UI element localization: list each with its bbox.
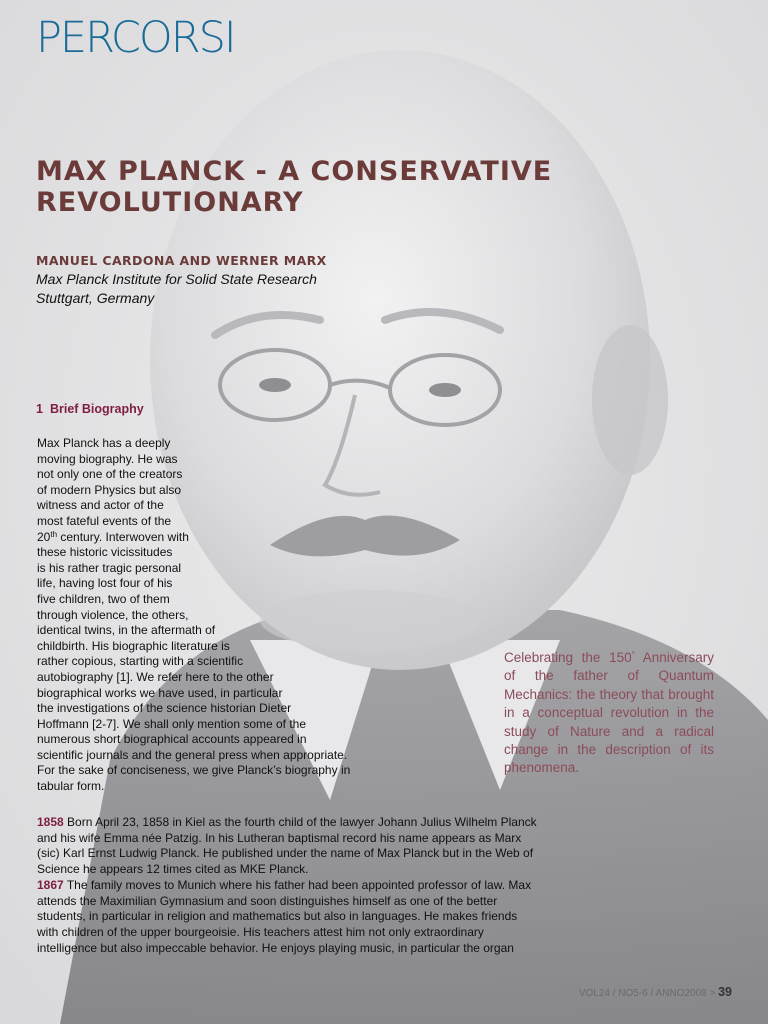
- intro-line: of modern Physics but also: [37, 482, 182, 497]
- intro-line: is his rather tragic personal: [37, 560, 182, 575]
- timeline-year: 1867: [37, 877, 64, 892]
- intro-line: life, having lost four of his: [37, 576, 173, 591]
- pull-quote: Celebrating the 150° Anniversary of the father of Quantum Mechanics: the theory that brought in a conceptual revolution in the study of Nature and a radical change in the description of its phenomena.: [504, 650, 714, 776]
- intro-line: scientific journals and the general press when appropriate.: [37, 747, 348, 762]
- intro-line: witness and actor of the: [37, 498, 164, 513]
- intro-line: five children, two of them: [37, 591, 170, 606]
- intro-paragraph: [37, 436, 367, 795]
- timeline-entry: [37, 815, 537, 878]
- affiliation-line-1: Max Planck Institute for Solid State Research: [36, 271, 317, 287]
- section-number: 1: [36, 402, 43, 416]
- intro-line: biographical works we have used, in particular: [37, 685, 283, 700]
- timeline-year: 1858: [37, 815, 64, 829]
- intro-line: Max Planck has a deeply: [37, 436, 171, 450]
- article-title: [36, 156, 596, 218]
- intro-line-20th: 20th century. Interwoven with: [37, 529, 189, 544]
- intro-line: identical twins, in the aftermath of: [37, 623, 216, 638]
- intro-line: Hoffmann [2-7]. We shall only mention some of the: [37, 716, 307, 731]
- affiliation-line-2: Stuttgart, Germany: [36, 290, 155, 306]
- intro-line: rather copious, starting with a scientific: [37, 654, 244, 669]
- intro-line: through violence, the others,: [37, 607, 189, 622]
- intro-line: childbirth. His biographic literature is: [37, 638, 230, 653]
- intro-line: moving biography. He was: [37, 451, 178, 466]
- intro-line: For the sake of conciseness, we give Planck’s biography in: [37, 763, 351, 778]
- timeline-text: The family moves to Munich where his father had been appointed professor of law. Max attends the Maximilian Gymnasium and soon distinguishes himself as one of the better students, in particular in religion and mathematics but also in languages. He makes friends with children of the upper bourgeoisie. His teachers attest him not only extraordinary intelligence but also impeccable behavior. He enjoys playing music, in particular the organ: [37, 877, 532, 955]
- timeline-text: Born April 23, 1858 in Kiel as the fourth child of the lawyer Johann Julius Wilhelm Planck and his wife Emma née Patzig. In his Lutheran baptismal record his name appears as Marx (sic) Karl Ernst Ludwig Planck. He published under the name of Max Planck but in the Web of Science he appears 12 times cited as MKE Planck.: [37, 815, 537, 877]
- author-names: MANUEL CARDONA AND WERNER MARX: [36, 253, 327, 268]
- section-label: PERCORSI: [36, 13, 235, 63]
- intro-line: the investigations of the science historian Dieter: [37, 701, 292, 716]
- title-line-1: MAX PLANCK - A CONSERVATIVE: [36, 156, 553, 187]
- section-title: Brief Biography: [49, 402, 144, 416]
- intro-line: not only one of the creators: [37, 467, 183, 482]
- biography-timeline: [37, 815, 537, 956]
- byline: [36, 252, 456, 308]
- intro-line: autobiography [1]. We refer here to the other: [37, 669, 274, 684]
- intro-line: most fateful events of the: [37, 513, 172, 528]
- timeline-entry: [37, 878, 537, 957]
- issue-info: VOL24 / NO5-6 / ANNO2008 >: [578, 988, 719, 999]
- section-heading: [36, 402, 144, 416]
- intro-line: these historic vicissitudes: [37, 545, 173, 560]
- intro-line: tabular form.: [37, 779, 105, 794]
- page-footer: [540, 985, 732, 999]
- title-line-2: REVOLUTIONARY: [36, 187, 304, 218]
- page-number: 39: [718, 985, 732, 999]
- intro-line: numerous short biographical accounts appeared in: [37, 732, 307, 747]
